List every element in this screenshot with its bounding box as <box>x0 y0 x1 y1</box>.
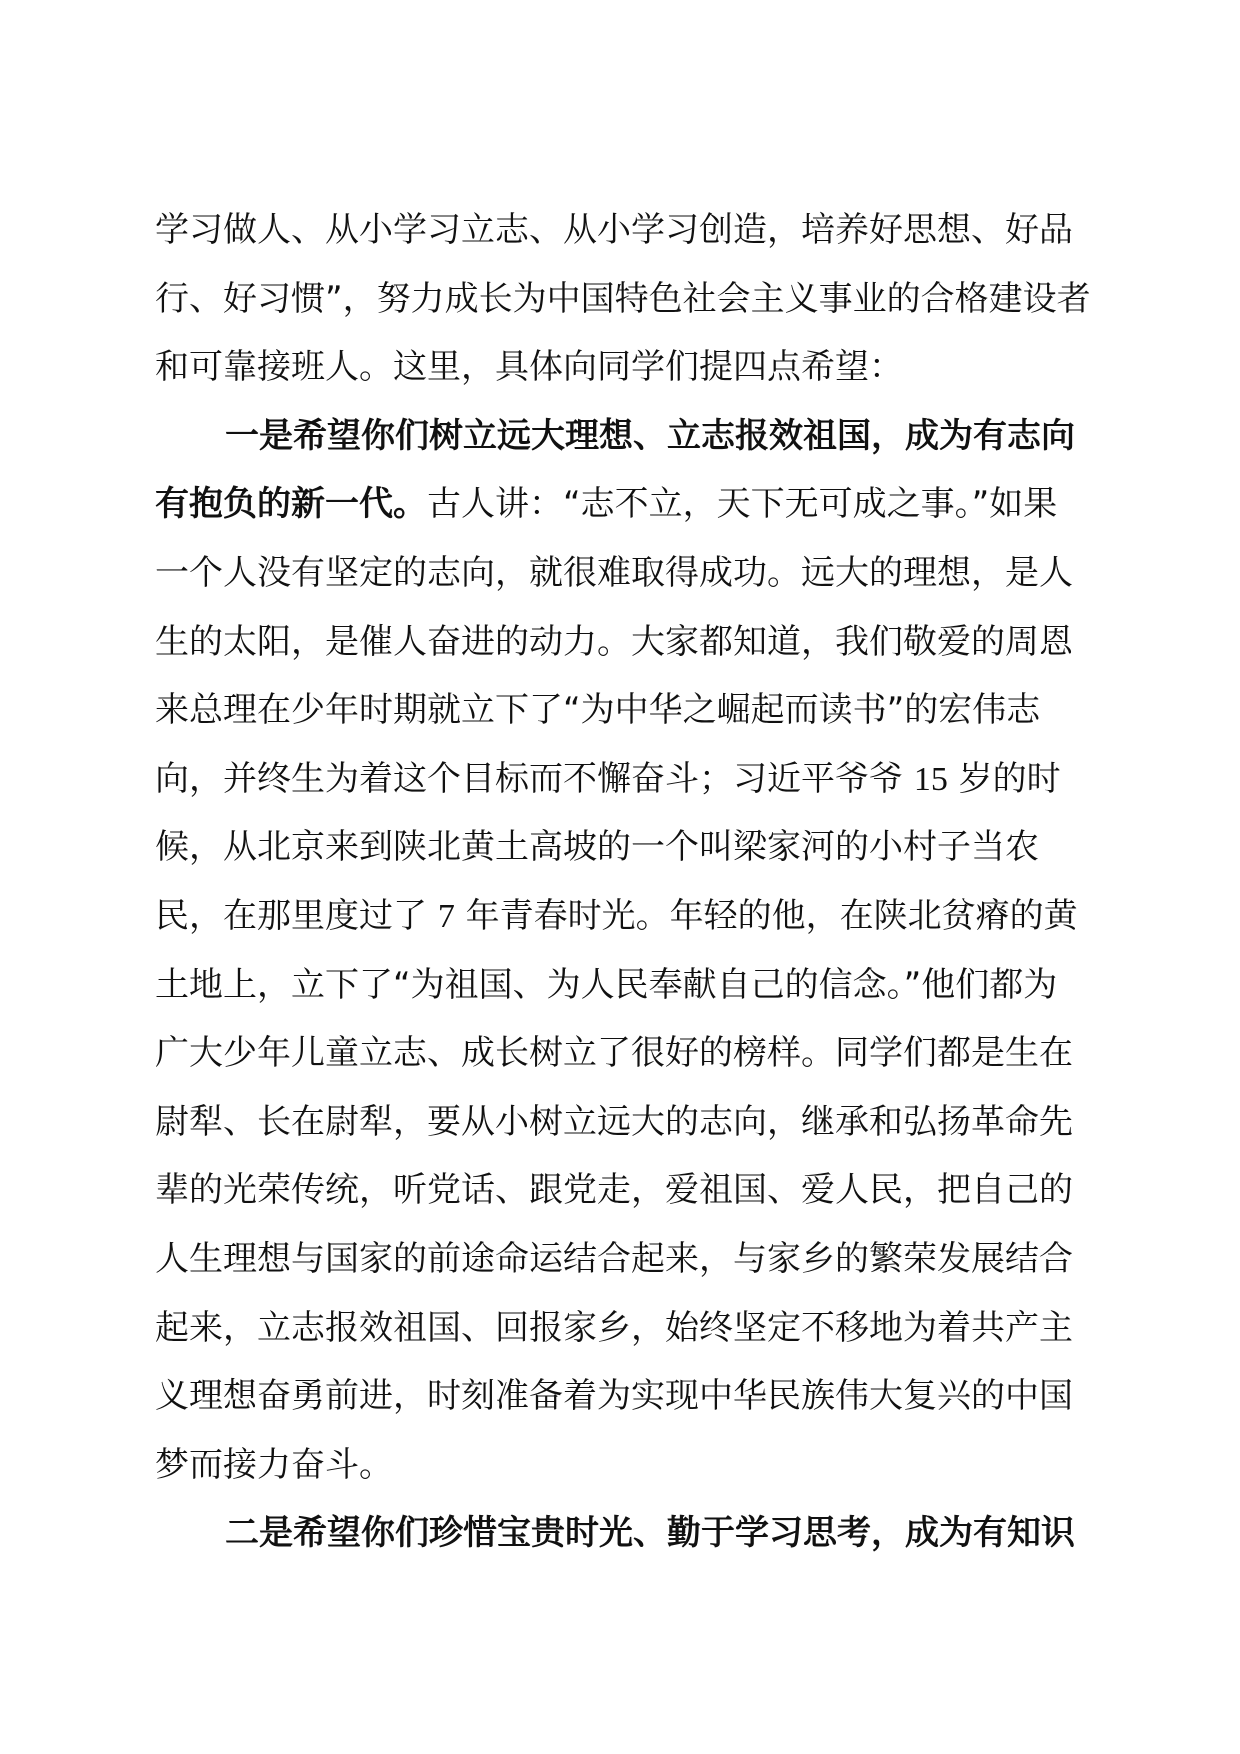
body-text <box>155 196 1091 1568</box>
text-line: 行、好习惯”，努力成长为中国特色社会主义事业的合格建设者 <box>155 278 1091 319</box>
point-one-heading: 一是希望你们树立远大理想、立志报效祖国，成为有志向 <box>225 415 1075 456</box>
text-line: 尉犁、长在尉犁，要从小树立远大的志向，继承和弘扬革命先 <box>155 1101 1073 1142</box>
text-line: 土地上，立下了“为祖国、为人民奉献自己的信念。”他们都为 <box>155 964 1058 1005</box>
text-line: 广大少年儿童立志、成长树立了很好的榜样。同学们都是生在 <box>155 1033 1073 1074</box>
point-two-heading: 二是希望你们珍惜宝贵时光、勤于学习思考，成为有知识 <box>225 1513 1075 1554</box>
text-line: 人生理想与国家的前途命运结合起来，与家乡的繁荣发展结合 <box>155 1238 1073 1279</box>
text-line <box>155 882 1085 951</box>
text-span: 年青春时光。年轻的他，在陕北贫瘠的黄 <box>465 895 1078 936</box>
text-span: 古人讲：“志不立，天下无可成之事。”如果 <box>427 484 1058 525</box>
years-number: 7 <box>437 897 455 935</box>
text-line: 辈的光荣传统，听党话、跟党走，爱祖国、爱人民，把自己的 <box>155 1170 1073 1211</box>
text-line <box>155 470 1085 539</box>
point-one-heading-end: 有抱负的新一代。 <box>155 484 427 525</box>
age-number: 15 <box>913 760 948 798</box>
text-span: 向，并终生为着这个目标而不懈奋斗；习近平爷爷 <box>155 758 903 799</box>
text-line: 梦而接力奋斗。 <box>155 1444 393 1485</box>
text-line: 义理想奋勇前进，时刻准备着为实现中华民族伟大复兴的中国 <box>155 1376 1073 1417</box>
text-line: 一个人没有坚定的志向，就很难取得成功。远大的理想，是人 <box>155 552 1073 593</box>
text-line: 来总理在少年时期就立下了“为中华之崛起而读书”的宏伟志 <box>155 690 1041 731</box>
text-line <box>155 745 1085 814</box>
text-line: 生的太阳，是催人奋进的动力。大家都知道，我们敬爱的周恩 <box>155 621 1073 662</box>
text-line: 和可靠接班人。这里，具体向同学们提四点希望： <box>155 347 903 388</box>
text-line: 学习做人、从小学习立志、从小学习创造，培养好思想、好品 <box>155 210 1073 250</box>
text-span: 岁的时 <box>958 758 1061 799</box>
text-line: 候，从北京来到陕北黄土高坡的一个叫梁家河的小村子当农 <box>155 827 1039 868</box>
text-span: 民，在那里度过了 <box>155 895 427 936</box>
text-line: 起来，立志报效祖国、回报家乡，始终坚定不移地为着共产主 <box>155 1307 1073 1348</box>
